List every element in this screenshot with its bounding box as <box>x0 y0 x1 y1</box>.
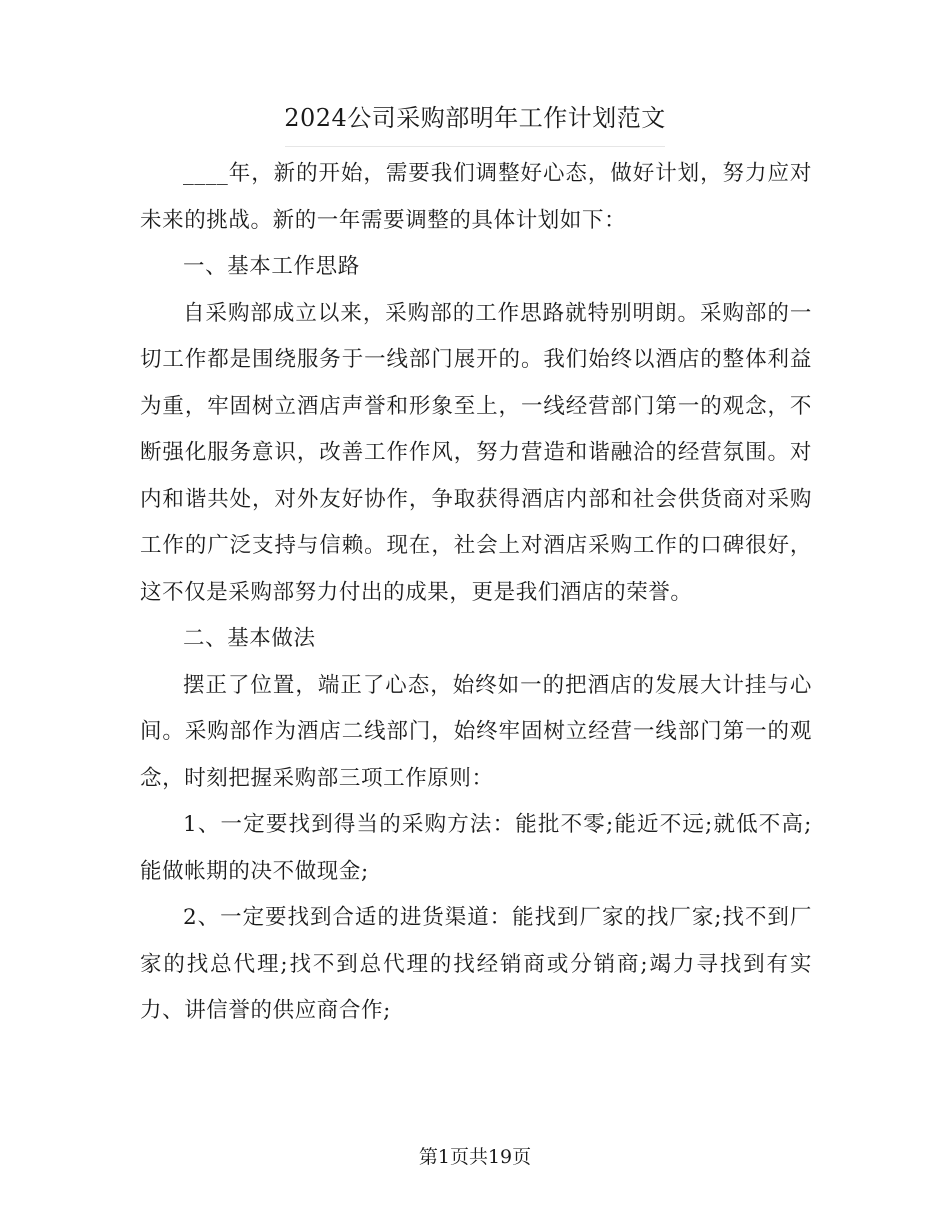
paragraph-basic-approach: 自采购部成立以来，采购部的工作思路就特别明朗。采购部的一切工作都是围绕服务于一线部门展开的。我们始终以酒店的整体利益为重，牢固树立酒店声誉和形象至上，一线经营部门第一的观念，不断强化服务意识，改善工作作风，努力营造和谐融洽的经营氛围。对内和谐共处，对外友好协作，争取获得酒店内部和社会供货商对采购工作的广泛支持与信赖。现在，社会上对酒店采购工作的口碑很好，这不仅是采购部努力付出的成果，更是我们酒店的荣誉。 <box>140 300 812 605</box>
list-item-principle-2: 2、一定要找到合适的进货渠道：能找到厂家的找厂家;找不到厂家的找总代理;找不到总代理的找经销商或分销商;竭力寻找到有实力、讲信誉的供应商合作; <box>140 905 812 1023</box>
section-heading-basic-methods: 二、基本做法 <box>183 626 316 651</box>
list-item-principle-1: 1、一定要找到得当的采购方法：能批不零;能近不远;就低不高;能做帐期的决不做现金; <box>140 812 812 884</box>
section-heading-basic-approach: 一、基本工作思路 <box>183 254 360 279</box>
paragraph-intro: ____年，新的开始，需要我们调整好心态，做好计划，努力应对未来的挑战。新的一年需要调整的具体计划如下： <box>140 161 812 233</box>
document-title: 2024公司采购部明年工作计划范文 <box>284 104 666 132</box>
title-divider <box>285 146 665 147</box>
page-number-footer: 第1页共19页 <box>418 1146 532 1168</box>
paragraph-basic-methods: 摆正了位置，端正了心态，始终如一的把酒店的发展大计挂与心间。采购部作为酒店二线部门，始终牢固树立经营一线部门第一的观念，时刻把握采购部三项工作原则： <box>140 672 812 791</box>
document-body <box>140 151 812 1035</box>
